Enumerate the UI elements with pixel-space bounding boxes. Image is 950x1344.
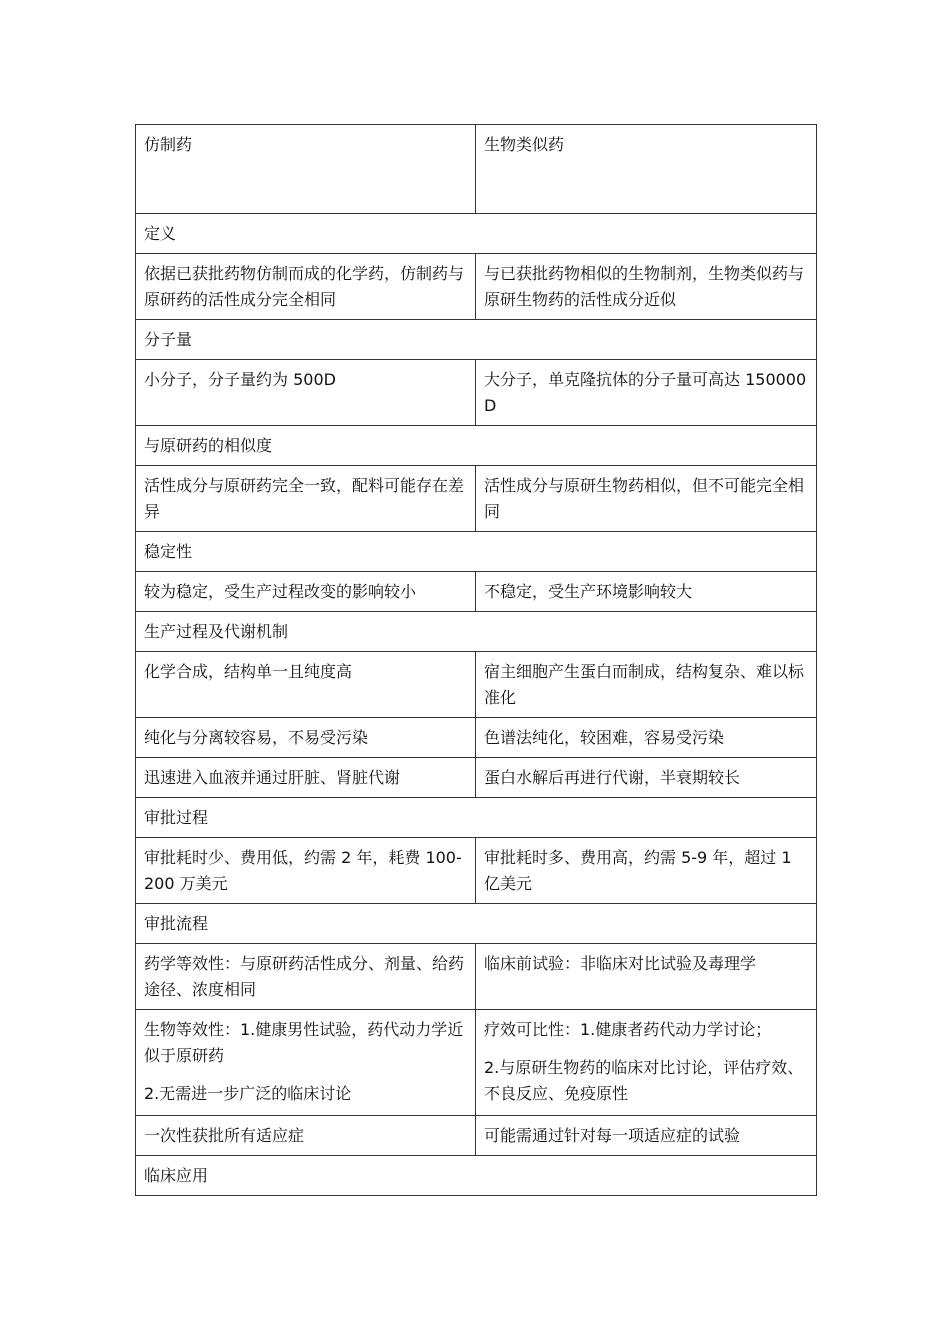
table-row bbox=[136, 838, 817, 904]
approval-process-biosimilar: 审批耗时多、费用高，约需 5-9 年，超过 1 亿美元 bbox=[484, 848, 792, 893]
table-row bbox=[136, 360, 817, 426]
header-generic-label: 仿制药 bbox=[144, 135, 193, 154]
approval-flow-generic-1: 药学等效性：与原研药活性成分、剂量、给药途径、浓度相同 bbox=[144, 954, 465, 999]
table-cell bbox=[136, 838, 476, 904]
comparison-table bbox=[135, 124, 817, 1196]
table-header-row bbox=[136, 125, 817, 214]
production-generic-1: 化学合成，结构单一且纯度高 bbox=[144, 662, 353, 681]
section-row bbox=[136, 1156, 817, 1196]
section-title-cell bbox=[136, 214, 817, 254]
approval-flow-generic-2b: 2.无需进一步广泛的临床讨论 bbox=[144, 1084, 352, 1103]
production-biosimilar-1: 宿主细胞产生蛋白而制成，结构复杂、难以标准化 bbox=[484, 662, 805, 707]
section-title-stability: 稳定性 bbox=[144, 542, 193, 561]
definition-generic: 依据已获批药物仿制而成的化学药，仿制药与原研药的活性成分完全相同 bbox=[144, 264, 465, 309]
table-cell bbox=[476, 944, 817, 1010]
similarity-generic: 活性成分与原研药完全一致，配料可能存在差异 bbox=[144, 476, 465, 521]
section-title-cell bbox=[136, 798, 817, 838]
table-cell bbox=[476, 466, 817, 532]
approval-flow-generic-3: 一次性获批所有适应症 bbox=[144, 1126, 305, 1145]
approval-flow-biosimilar-3: 可能需通过针对每一项适应症的试验 bbox=[484, 1126, 741, 1145]
table-cell bbox=[476, 572, 817, 612]
approval-flow-biosimilar-2b: 2.与原研生物药的临床对比讨论，评估疗效、不良反应、免疫原性 bbox=[484, 1058, 804, 1103]
table-cell bbox=[136, 758, 476, 798]
section-title-production: 生产过程及代谢机制 bbox=[144, 622, 289, 641]
table-cell bbox=[136, 1116, 476, 1156]
table-cell bbox=[136, 466, 476, 532]
approval-process-generic: 审批耗时少、费用低，约需 2 年，耗费 100-200 万美元 bbox=[144, 848, 462, 893]
section-title-approval-flow: 审批流程 bbox=[144, 914, 209, 933]
table-cell bbox=[476, 758, 817, 798]
table-row bbox=[136, 572, 817, 612]
table-row bbox=[136, 652, 817, 718]
stability-generic: 较为稳定，受生产过程改变的影响较小 bbox=[144, 582, 417, 601]
similarity-biosimilar: 活性成分与原研生物药相似，但不可能完全相同 bbox=[484, 476, 805, 521]
table-cell bbox=[476, 652, 817, 718]
section-title-similarity: 与原研药的相似度 bbox=[144, 436, 273, 455]
section-title-cell bbox=[136, 426, 817, 466]
section-title-definition: 定义 bbox=[144, 224, 177, 243]
table-row bbox=[136, 254, 817, 320]
table-cell bbox=[476, 1010, 817, 1116]
table-cell bbox=[476, 1116, 817, 1156]
section-title-approval-process: 审批过程 bbox=[144, 808, 209, 827]
molecular-weight-generic: 小分子，分子量约为 500D bbox=[144, 370, 336, 389]
section-row bbox=[136, 320, 817, 360]
approval-flow-biosimilar-1: 临床前试验：非临床对比试验及毒理学 bbox=[484, 954, 757, 973]
header-cell-generic bbox=[136, 125, 476, 214]
molecular-weight-biosimilar: 大分子，单克隆抗体的分子量可高达 150000D bbox=[484, 370, 807, 415]
table-cell bbox=[136, 944, 476, 1010]
approval-flow-biosimilar-2a: 疗效可比性：1.健康者药代动力学讨论； bbox=[484, 1020, 772, 1039]
section-title-cell bbox=[136, 1156, 817, 1196]
table-cell bbox=[136, 360, 476, 426]
table-cell bbox=[136, 652, 476, 718]
section-title-cell bbox=[136, 532, 817, 572]
table-cell bbox=[476, 254, 817, 320]
section-title-cell bbox=[136, 320, 817, 360]
section-title-clinical: 临床应用 bbox=[144, 1166, 209, 1185]
production-generic-3: 迅速进入血液并通过肝脏、肾脏代谢 bbox=[144, 768, 401, 787]
section-row bbox=[136, 426, 817, 466]
definition-biosimilar: 与已获批药物相似的生物制剂，生物类似药与原研生物药的活性成分近似 bbox=[484, 264, 805, 309]
section-title-cell bbox=[136, 612, 817, 652]
table-cell bbox=[476, 838, 817, 904]
table-row bbox=[136, 758, 817, 798]
table-cell bbox=[136, 254, 476, 320]
section-title-cell bbox=[136, 904, 817, 944]
section-row bbox=[136, 612, 817, 652]
header-cell-biosimilar bbox=[476, 125, 817, 214]
table-row bbox=[136, 1010, 817, 1116]
table-cell bbox=[476, 360, 817, 426]
production-biosimilar-3: 蛋白水解后再进行代谢，半衰期较长 bbox=[484, 768, 741, 787]
header-biosimilar-label: 生物类似药 bbox=[484, 135, 565, 154]
table-cell bbox=[476, 718, 817, 758]
production-biosimilar-2: 色谱法纯化，较困难，容易受污染 bbox=[484, 728, 725, 747]
table-row bbox=[136, 944, 817, 1010]
section-row bbox=[136, 532, 817, 572]
stability-biosimilar: 不稳定，受生产环境影响较大 bbox=[484, 582, 693, 601]
table-row bbox=[136, 1116, 817, 1156]
section-title-molecular-weight: 分子量 bbox=[144, 330, 193, 349]
table-cell bbox=[136, 572, 476, 612]
section-row bbox=[136, 214, 817, 254]
approval-flow-generic-2a: 生物等效性：1.健康男性试验，药代动力学近似于原研药 bbox=[144, 1020, 464, 1065]
table-cell bbox=[136, 718, 476, 758]
table-row bbox=[136, 718, 817, 758]
section-row bbox=[136, 904, 817, 944]
production-generic-2: 纯化与分离较容易，不易受污染 bbox=[144, 728, 369, 747]
section-row bbox=[136, 798, 817, 838]
table-row bbox=[136, 466, 817, 532]
table-cell bbox=[136, 1010, 476, 1116]
